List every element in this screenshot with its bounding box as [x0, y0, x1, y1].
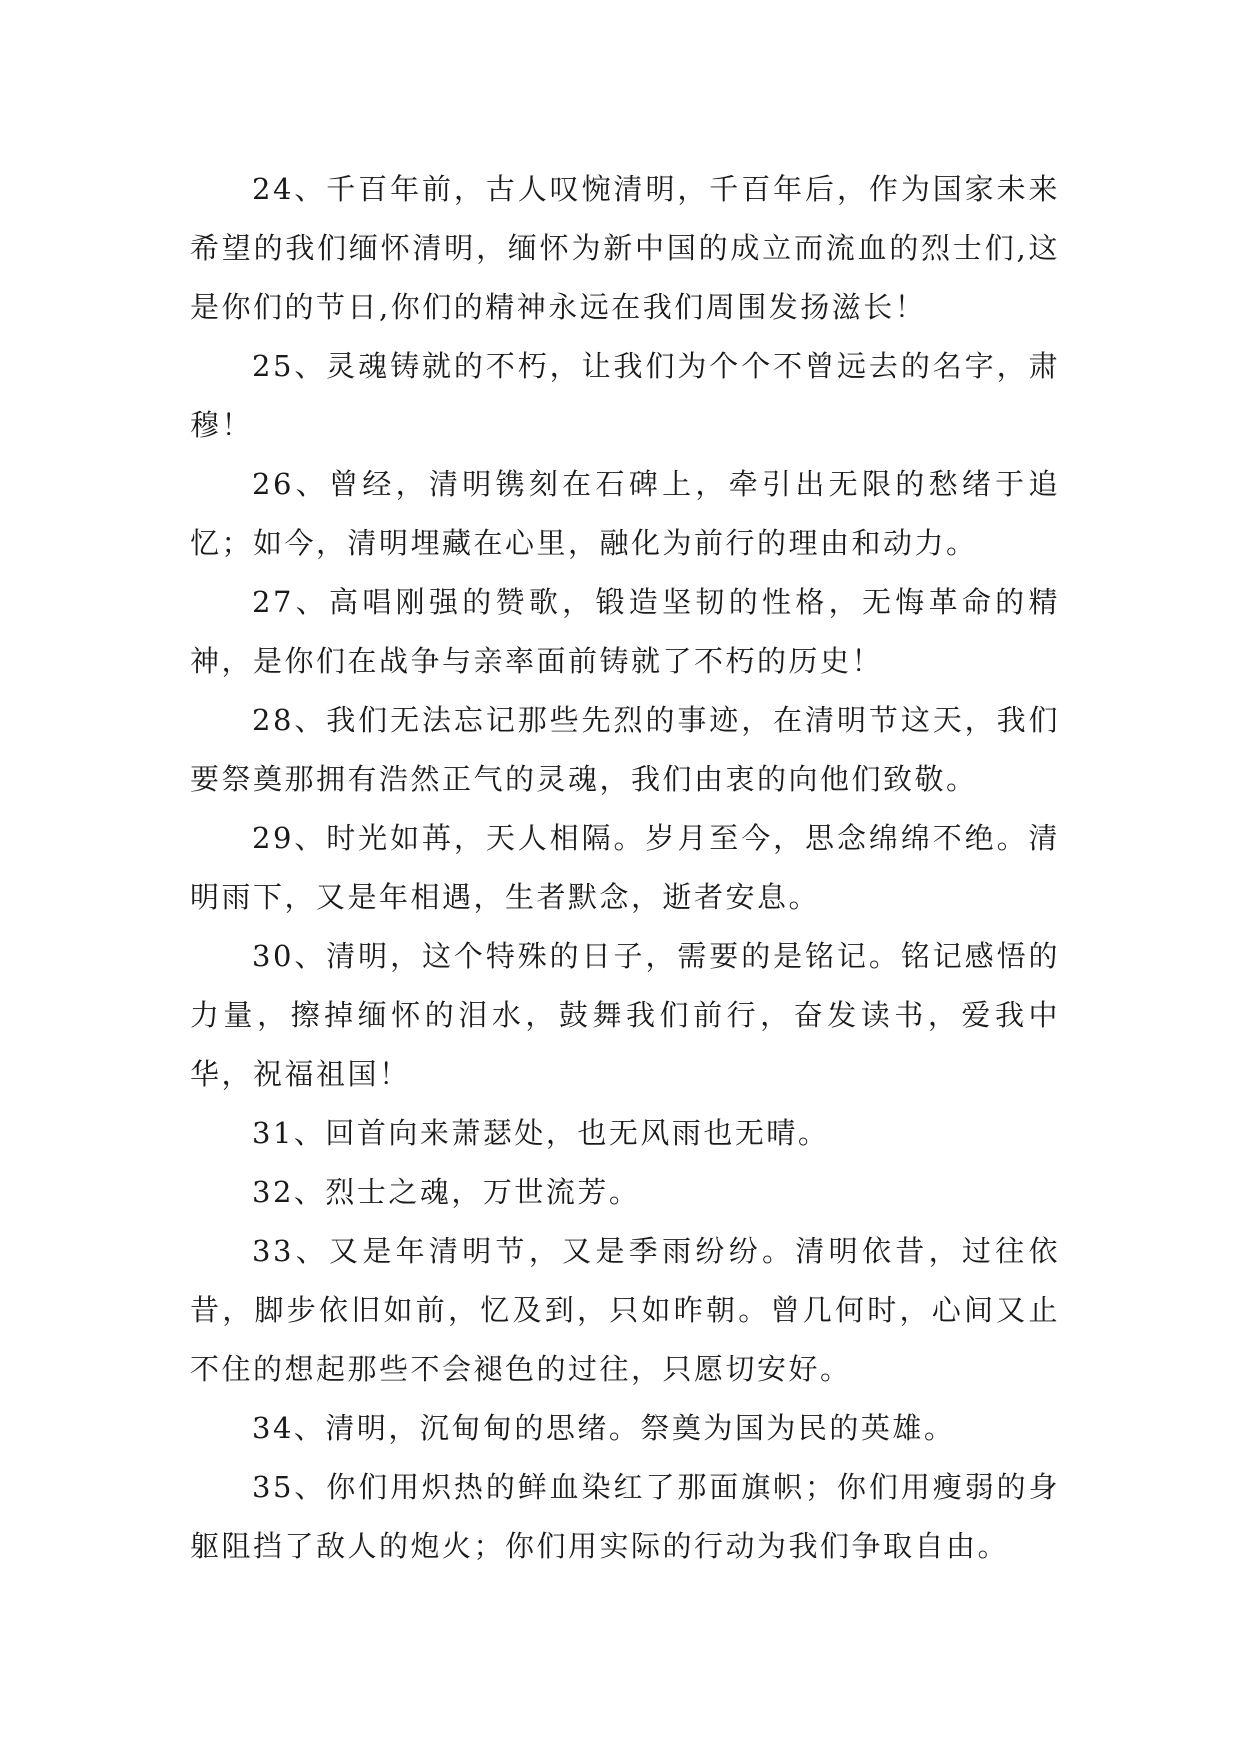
- paragraph-24: 24、千百年前，古人叹惋清明，千百年后，作为国家未来希望的我们缅怀清明，缅怀为新中国的成立而流血的烈士们,这是你们的节日,你们的精神永远在我们周围发扬滋长！: [190, 172, 1060, 324]
- paragraph-34: 34、清明，沉甸甸的思绪。祭奠为国为民的英雄。: [252, 1411, 956, 1445]
- paragraph-31: 31、回首向来萧瑟处，也无风雨也无晴。: [252, 1116, 830, 1150]
- paragraph-33: 33、又是年清明节，又是季雨纷纷。清明依昔，过往依昔，脚步依旧如前，忆及到，只如昨朝。曾几何时，心间又止不住的想起那些不会褪色的过往，只愿切安好。: [190, 1234, 1060, 1386]
- paragraph-35: 35、你们用炽热的鲜血染红了那面旗帜；你们用瘦弱的身躯阻挡了敌人的炮火；你们用实际的行动为我们争取自由。: [190, 1470, 1060, 1563]
- paragraph-29: 29、时光如苒，天人相隔。岁月至今，思念绵绵不绝。清明雨下，又是年相遇，生者默念，逝者安息。: [190, 821, 1060, 914]
- paragraph-25: 25、灵魂铸就的不朽，让我们为个个不曾远去的名字，肃穆！: [190, 349, 1060, 442]
- paragraph-27: 27、高唱刚强的赞歌，锻造坚韧的性格，无悔革命的精神，是你们在战争与亲率面前铸就了不朽的历史！: [190, 585, 1060, 678]
- paragraph-32: 32、烈士之魂，万世流芳。: [252, 1175, 641, 1209]
- paragraph-30: 30、清明，这个特殊的日子，需要的是铭记。铭记感悟的力量，擦掉缅怀的泪水，鼓舞我们前行，奋发读书，爱我中华，祝福祖国！: [190, 939, 1060, 1091]
- document-body: [190, 160, 1060, 1576]
- paragraph-28: 28、我们无法忘记那些先烈的事迹，在清明节这天，我们要祭奠那拥有浩然正气的灵魂，我们由衷的向他们致敬。: [190, 703, 1060, 796]
- paragraph-26: 26、曾经，清明镌刻在石碑上，牵引出无限的愁绪于追忆；如今，清明埋藏在心里，融化为前行的理由和动力。: [190, 467, 1060, 560]
